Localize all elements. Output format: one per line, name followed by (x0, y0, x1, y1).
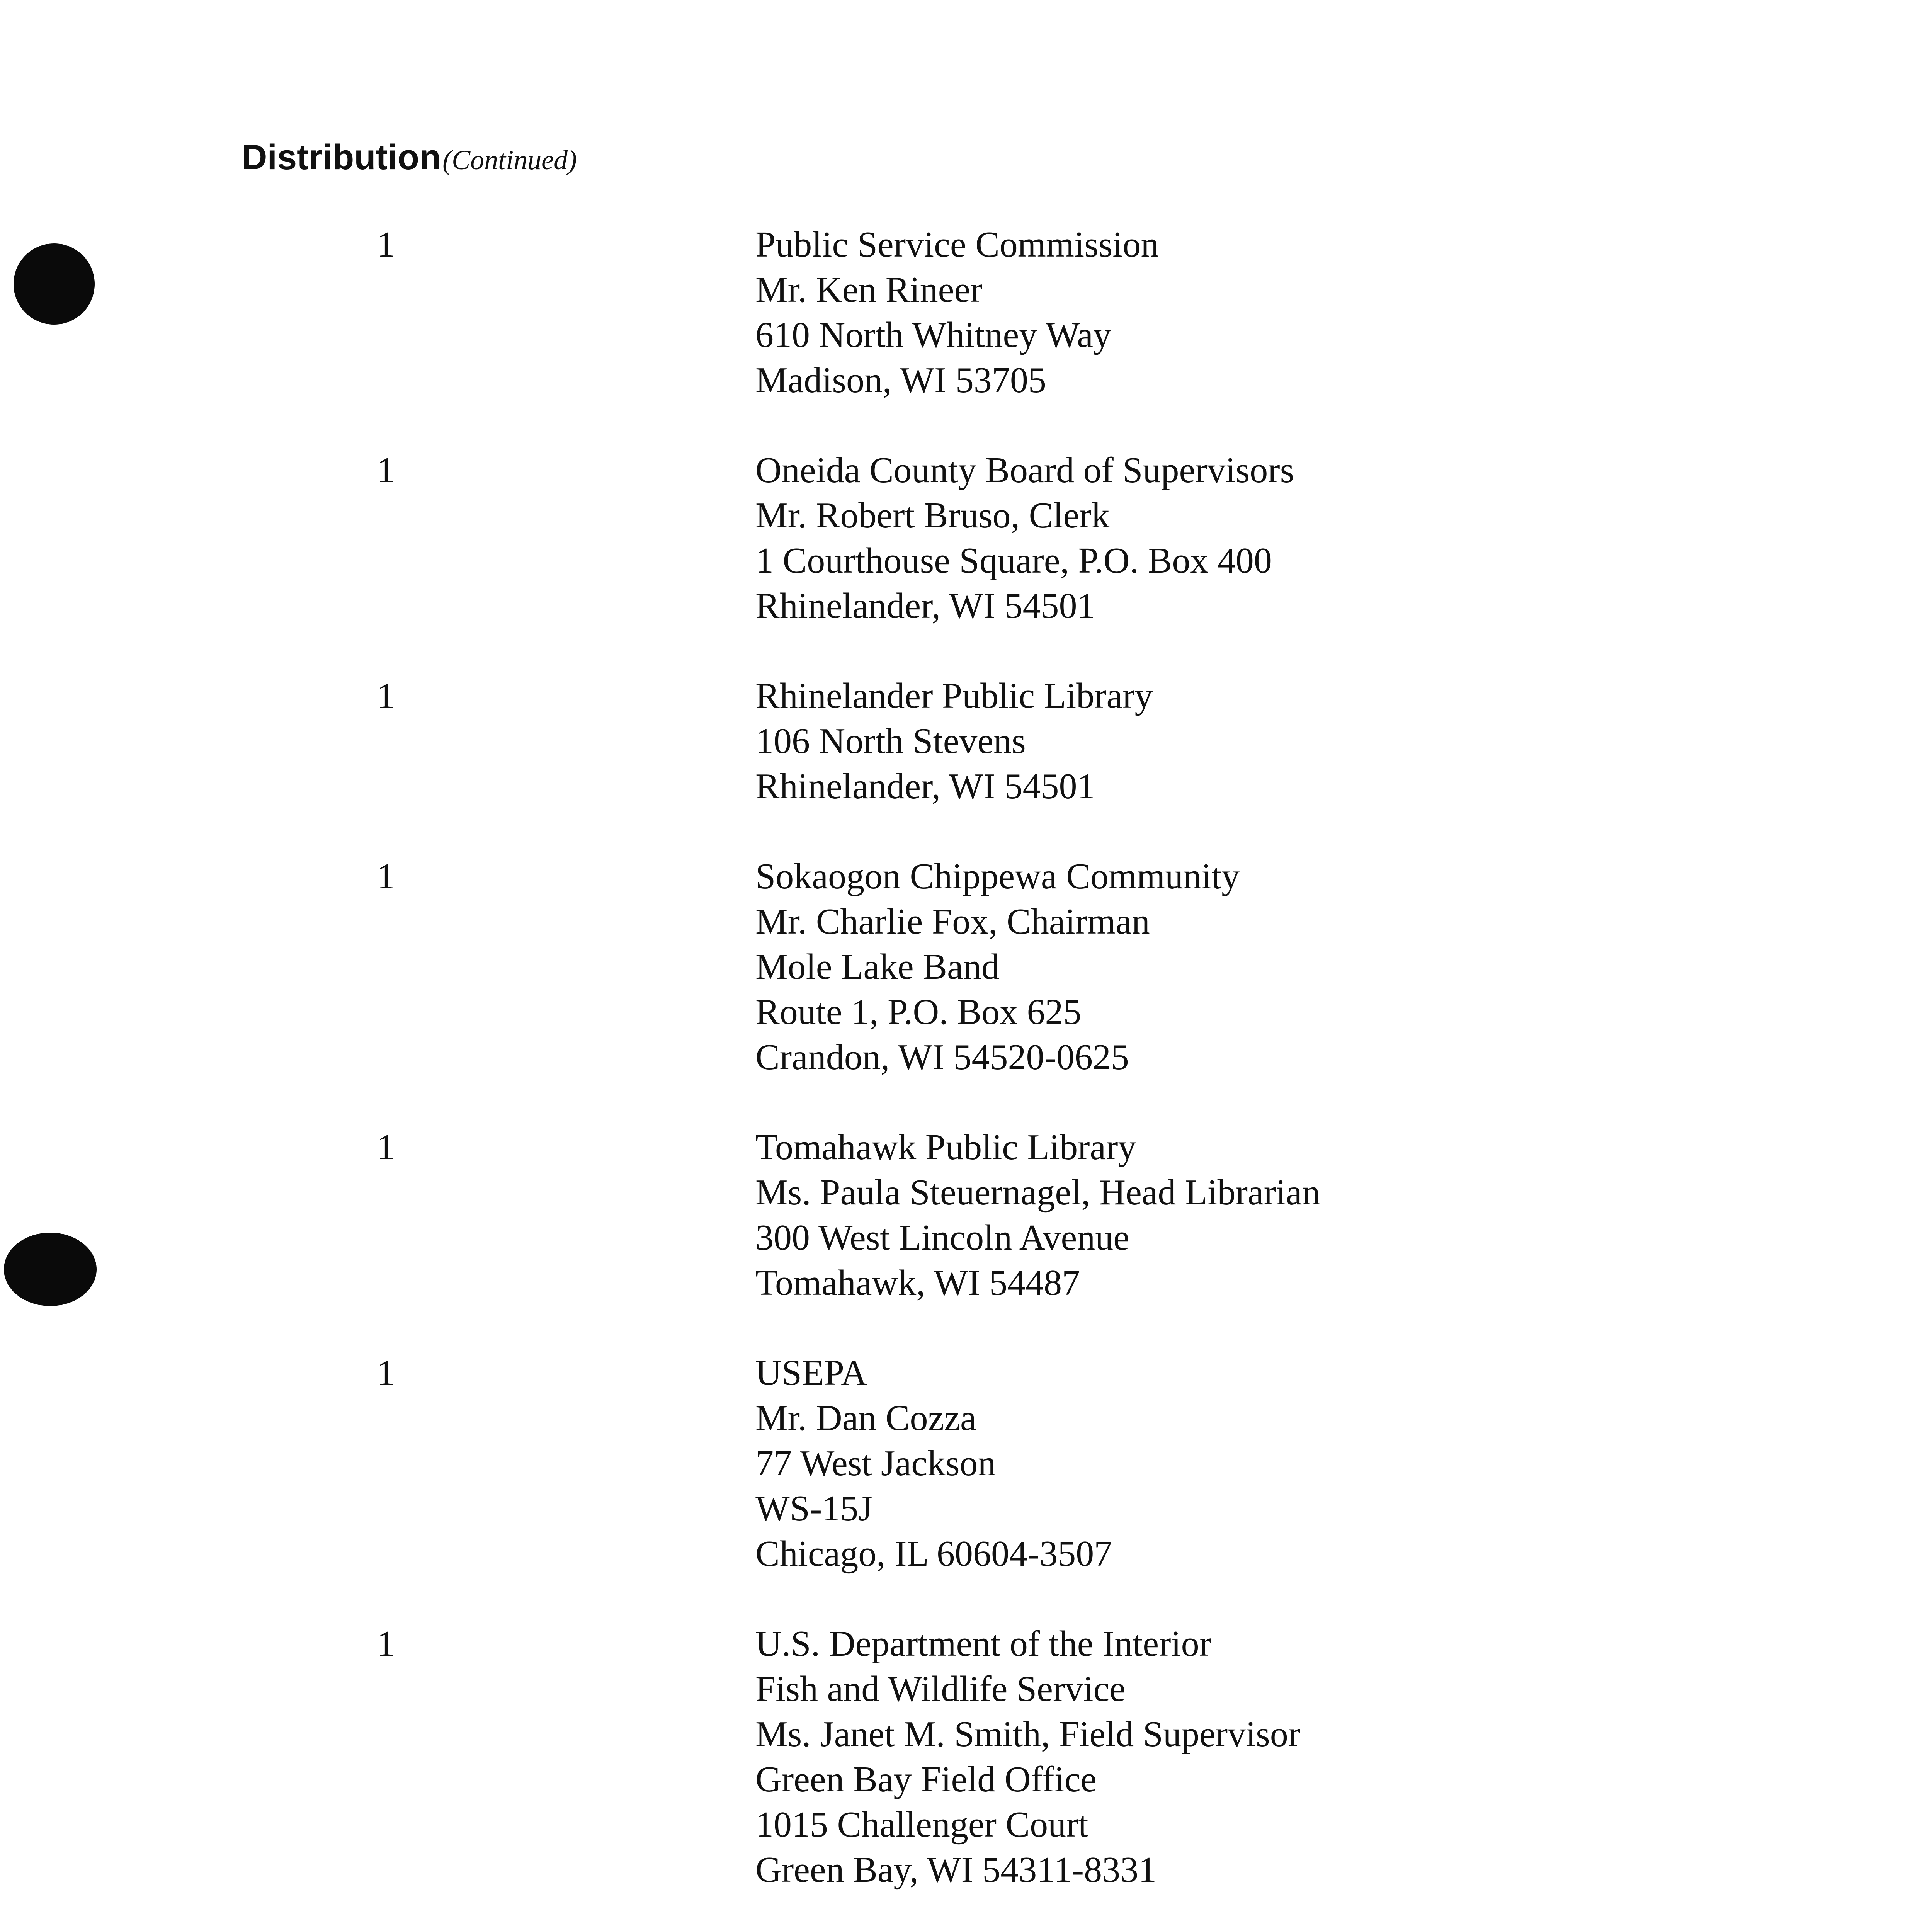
address-line: Fish and Wildlife Service (755, 1669, 1126, 1709)
address-line: 1015 Challenger Court (755, 1804, 1088, 1845)
address-line: Crandon, WI 54520-0625 (755, 1037, 1129, 1077)
address-line: 610 North Whitney Way (755, 315, 1111, 355)
distribution-entry (0, 854, 1932, 1080)
address-line: 300 West Lincoln Avenue (755, 1218, 1129, 1258)
address-line: Tomahawk Public Library (755, 1127, 1136, 1167)
address-line: WS-15J (755, 1488, 872, 1529)
address-line: Mr. Charlie Fox, Chairman (755, 901, 1150, 942)
recipient-address (755, 1125, 1932, 1306)
address-line: Oneida County Board of Supervisors (755, 450, 1294, 490)
copy-count (0, 1621, 755, 1893)
copy-count (0, 1350, 755, 1577)
copy-count-value: 1 (377, 1353, 395, 1393)
address-line: 106 North Stevens (755, 721, 1026, 761)
address-line: Sokaogon Chippewa Community (755, 856, 1240, 896)
recipient-address (755, 673, 1932, 809)
address-line: Green Bay Field Office (755, 1759, 1097, 1799)
distribution-entry (0, 448, 1932, 629)
distribution-entry (0, 1350, 1932, 1577)
heading-title: Distribution (242, 138, 441, 177)
recipient-address (755, 1350, 1932, 1577)
copy-count (0, 854, 755, 1080)
copy-count-value: 1 (377, 224, 395, 265)
address-line: USEPA (755, 1353, 867, 1393)
section-heading (242, 137, 577, 178)
copy-count (0, 222, 755, 403)
address-line: 1 Courthouse Square, P.O. Box 400 (755, 541, 1272, 581)
copy-count-value: 1 (377, 1127, 395, 1167)
copy-count-value: 1 (377, 450, 395, 490)
copy-count (0, 448, 755, 629)
address-line: Mr. Dan Cozza (755, 1398, 976, 1438)
distribution-entry (0, 673, 1932, 809)
address-line: Tomahawk, WI 54487 (755, 1263, 1080, 1303)
recipient-address (755, 222, 1932, 403)
recipient-address (755, 448, 1932, 629)
copy-count-value: 1 (377, 1624, 395, 1664)
copy-count-value: 1 (377, 676, 395, 716)
distribution-entry (0, 1621, 1932, 1893)
address-line: Mr. Robert Bruso, Clerk (755, 495, 1110, 536)
copy-count-value: 1 (377, 856, 395, 896)
address-line: Ms. Paula Steuernagel, Head Librarian (755, 1172, 1320, 1213)
distribution-list (0, 222, 1932, 1932)
address-line: Mr. Ken Rineer (755, 270, 983, 310)
distribution-entry (0, 1125, 1932, 1306)
address-line: 77 West Jackson (755, 1443, 996, 1483)
heading-subtitle: (Continued) (442, 145, 577, 175)
address-line: Rhinelander Public Library (755, 676, 1153, 716)
address-line: Ms. Janet M. Smith, Field Supervisor (755, 1714, 1301, 1754)
recipient-address (755, 1621, 1932, 1893)
copy-count (0, 673, 755, 809)
address-line: Public Service Commission (755, 224, 1159, 265)
address-line: Mole Lake Band (755, 947, 1000, 987)
address-line: Madison, WI 53705 (755, 360, 1046, 400)
address-line: Chicago, IL 60604-3507 (755, 1534, 1112, 1574)
address-line: Rhinelander, WI 54501 (755, 766, 1095, 806)
distribution-entry (0, 222, 1932, 403)
copy-count (0, 1125, 755, 1306)
recipient-address (755, 854, 1932, 1080)
address-line: Route 1, P.O. Box 625 (755, 992, 1082, 1032)
address-line: Rhinelander, WI 54501 (755, 586, 1095, 626)
address-line: U.S. Department of the Interior (755, 1624, 1211, 1664)
address-line: Green Bay, WI 54311-8331 (755, 1850, 1157, 1890)
